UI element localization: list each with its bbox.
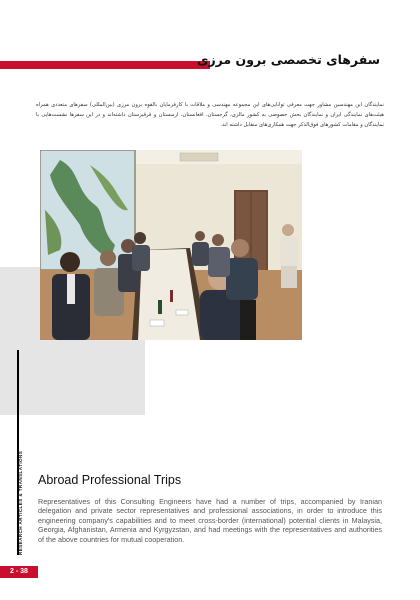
header-red-rule	[0, 61, 210, 69]
meeting-photo	[40, 150, 302, 340]
section-title-english: Abroad Professional Trips	[38, 473, 182, 487]
page-number-badge: 2 - 38	[0, 566, 38, 578]
sidebar-label: RESEARCH ARTICLES & TRANSLATIONS	[18, 450, 23, 555]
body-text-persian: نمایندگان این مهندسین مشاور جهت معرفی توانایی‌های این مجموعه مهندسی و ملاقات با کارفرمایان بالقوه برون مرزی (بین‌المللی) سفرهای متعددی همراه هیئت‌های نمایندگی ایران و نمایندگان بخش خصوصی به کشور مالزی، گرجستان، افغانستان، ارمنستان و قرقیزستان داشته‌اند و در این سفرها نشست‌هایی با نمایندگان و مقامات کشورهای فوق‌الذکر جهت همکاری‌های متقابل داشته اند.	[36, 102, 384, 128]
body-text-english: Representatives of this Consulting Engineers have had a number of trips, accompanied by Iranian delegation and private sector representatives and professional associations, in order to introduce this engineering company's capabilities and to meet cross-border (international) potential clients in Malaysia, Georgia, Afghanistan, Armenia and Kyrgyzstan, and had meetings with the representatives and authorities of the above countries for mutual cooperation.	[38, 497, 382, 544]
page-title-persian: سفرهای تخصصی برون مرزی	[197, 52, 380, 67]
